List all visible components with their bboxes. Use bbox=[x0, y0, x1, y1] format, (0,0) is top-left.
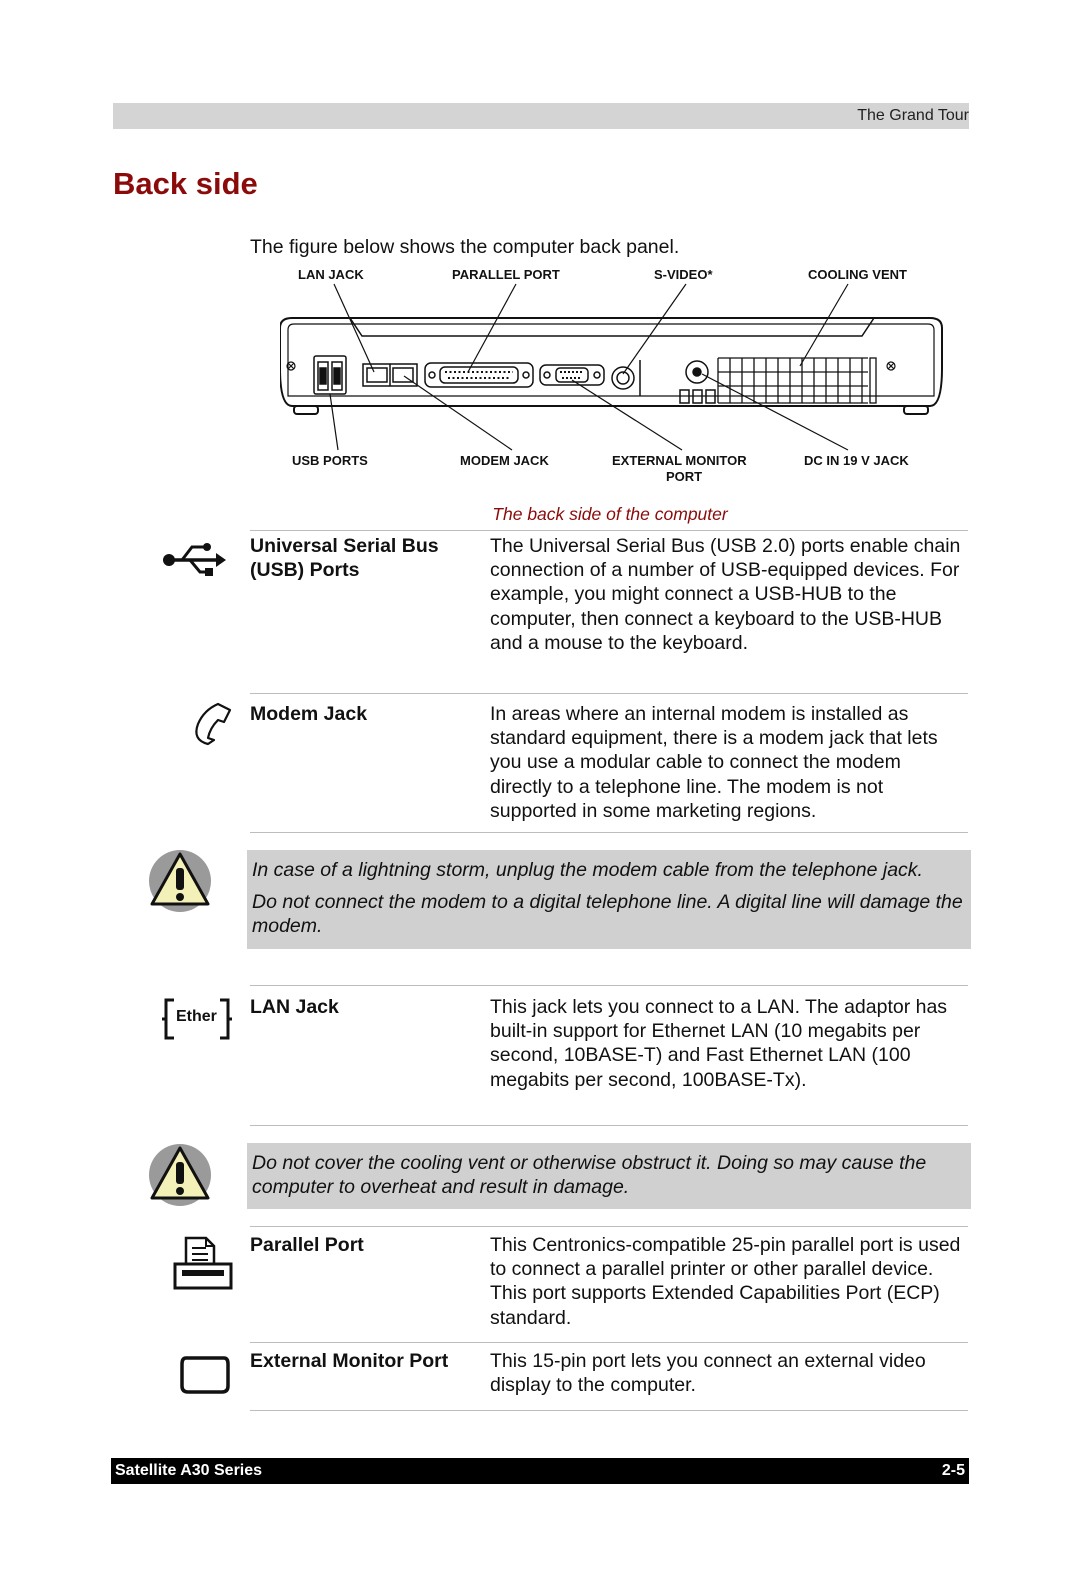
label-modem-jack: MODEM JACK bbox=[460, 453, 549, 468]
warning-icon bbox=[147, 848, 213, 914]
term-usb-line1: Universal Serial Bus bbox=[250, 535, 439, 557]
label-parallel-port: PARALLEL PORT bbox=[452, 268, 560, 282]
label-dc-in: DC IN 19 V JACK bbox=[804, 453, 909, 468]
divider bbox=[250, 1410, 968, 1411]
term-usb bbox=[250, 534, 482, 582]
desc-parallel: This Centronics-compatible 25-pin parallel port is used to connect a parallel printer or other parallel device. This port supports Extended Capabilities Port (ECP) standard. bbox=[490, 1234, 961, 1329]
label-s-video: S-VIDEO* bbox=[654, 268, 713, 282]
monitor-icon bbox=[180, 1354, 230, 1396]
page-title: Back side bbox=[113, 166, 258, 201]
term-monitor: External Monitor Port bbox=[250, 1350, 449, 1372]
header-section-title: The Grand Tour bbox=[857, 107, 969, 124]
warning-box bbox=[247, 850, 971, 949]
warning-text: Do not connect the modem to a digital telephone line. A digital line will damage the modem. bbox=[252, 891, 963, 938]
desc-modem: In areas where an internal modem is installed as standard equipment, there is a modem jack that lets you use a modular cable to connect the modem directly to a telephone line. The modem is not supported in some marketing regions. bbox=[490, 703, 938, 822]
divider bbox=[250, 693, 968, 694]
footer-bar bbox=[111, 1458, 969, 1484]
phone-icon bbox=[190, 700, 236, 746]
monitor-port bbox=[540, 365, 604, 385]
dc-in-jack bbox=[680, 361, 715, 403]
divider bbox=[250, 1226, 968, 1227]
divider bbox=[250, 1342, 968, 1343]
label-port: PORT bbox=[666, 469, 703, 484]
divider bbox=[250, 1125, 968, 1126]
callout-lines bbox=[330, 284, 848, 450]
header-bar bbox=[113, 103, 969, 129]
warning-text: In case of a lightning storm, unplug the modem cable from the telephone jack. bbox=[252, 859, 923, 881]
label-usb-ports: USB PORTS bbox=[292, 453, 368, 468]
footer-product: Satellite A30 Series bbox=[115, 1462, 263, 1479]
divider bbox=[250, 530, 968, 531]
term-modem: Modem Jack bbox=[250, 703, 368, 725]
label-external-monitor: EXTERNAL MONITOR bbox=[612, 453, 747, 468]
usb-ports bbox=[314, 356, 346, 394]
ethernet-icon bbox=[162, 996, 232, 1042]
back-panel-figure bbox=[280, 268, 960, 498]
divider bbox=[250, 832, 968, 833]
lan-modem-jacks bbox=[363, 364, 417, 386]
warning-text: Do not cover the cooling vent or otherwise obstruct it. Doing so may cause the computer to overheat and result in damage. bbox=[252, 1152, 927, 1199]
screw-right bbox=[887, 362, 895, 370]
laptop-back-body bbox=[280, 318, 942, 414]
usb-icon bbox=[160, 537, 228, 581]
desc-usb: The Universal Serial Bus (USB 2.0) ports enable chain connection of a number of USB-equipped devices. For example, you might connect a USB-HUB to the computer, then connect a keyboard to the USB-HUB and a mouse to the keyboard. bbox=[490, 535, 961, 654]
term-parallel: Parallel Port bbox=[250, 1234, 364, 1256]
warning-box bbox=[247, 1143, 971, 1209]
figure-caption: The back side of the computer bbox=[492, 504, 728, 524]
desc-lan: This jack lets you connect to a LAN. The adaptor has built-in support for Ethernet LAN (10 megabits per second, 10BASE-T) and Fast Ethernet LAN (100 megabits per second, 100BASE-Tx). bbox=[490, 996, 948, 1091]
intro-text: The figure below shows the computer back panel. bbox=[250, 236, 680, 258]
label-lan-jack: LAN JACK bbox=[298, 268, 364, 282]
ethernet-icon-label: Ether bbox=[176, 1008, 217, 1025]
divider bbox=[250, 985, 968, 986]
parallel-port bbox=[425, 363, 533, 387]
printer-icon bbox=[172, 1234, 234, 1292]
s-video-port bbox=[612, 360, 640, 396]
label-cooling-vent: COOLING VENT bbox=[808, 268, 907, 282]
desc-monitor: This 15-pin port lets you connect an external video display to the computer. bbox=[490, 1350, 926, 1397]
term-lan: LAN Jack bbox=[250, 996, 339, 1018]
footer-page-number: 2-5 bbox=[941, 1462, 965, 1479]
warning-icon bbox=[147, 1142, 213, 1208]
term-usb-line2: (USB) Ports bbox=[250, 559, 360, 581]
